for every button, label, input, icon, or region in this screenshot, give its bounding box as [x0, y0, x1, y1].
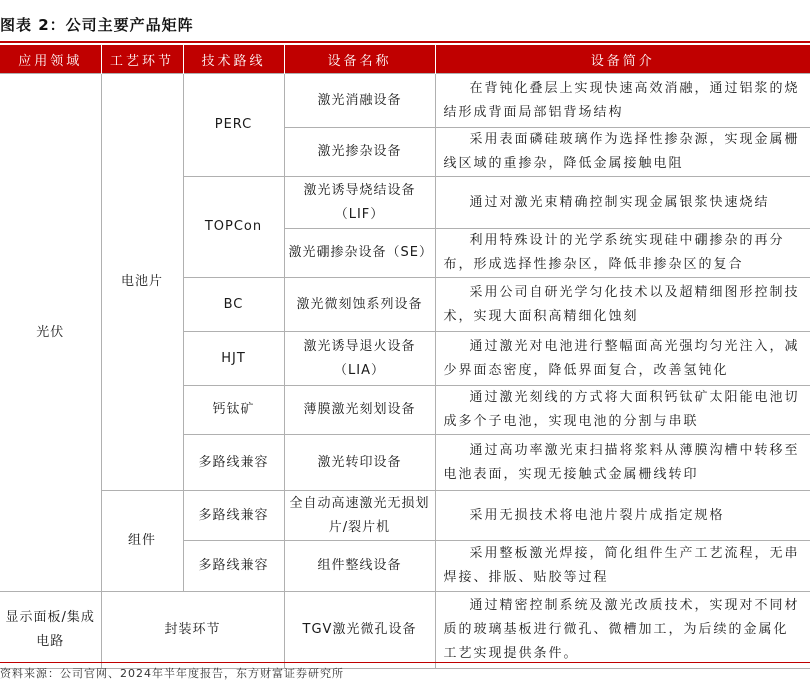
device-desc-cell: 采用表面磷硅玻璃作为选择性掺杂源，实现金属栅线区域的重掺杂，降低金属接触电阻 — [435, 128, 810, 177]
device-name-cell: 激光消融设备 — [284, 74, 435, 128]
field-cell-display-ic: 显示面板/集成电路 — [0, 592, 101, 669]
table-row — [0, 592, 810, 669]
device-desc-cell: 利用特殊设计的光学系统实现硅中硼掺杂的再分布，形成选择性掺杂区，降低非掺杂区的复合 — [435, 229, 810, 278]
tech-cell-topcon: TOPCon — [183, 177, 284, 278]
device-name-cell: 激光诱导退火设备（LIA） — [284, 332, 435, 386]
tech-cell-multi: 多路线兼容 — [183, 491, 284, 541]
tech-cell-hjt: HJT — [183, 332, 284, 386]
field-cell-pv: 光伏 — [0, 74, 101, 592]
header-process: 工艺环节 — [101, 45, 183, 74]
tech-cell-perc: PERC — [183, 74, 284, 177]
device-desc-cell: 采用无损技术将电池片裂片成指定规格 — [435, 491, 810, 541]
device-desc-cell: 通过高功率激光束扫描将浆料从薄膜沟槽中转移至电池表面，实现无接触式金属栅线转印 — [435, 435, 810, 491]
header-device-desc: 设备简介 — [435, 45, 810, 74]
device-name-cell: 激光掺杂设备 — [284, 128, 435, 177]
tech-cell-bc: BC — [183, 278, 284, 332]
header-field: 应用领域 — [0, 45, 101, 74]
device-desc-cell: 采用公司自研光学匀化技术以及超精细图形控制技术，实现大面积高精细化蚀刻 — [435, 278, 810, 332]
tech-cell-multi: 多路线兼容 — [183, 541, 284, 592]
device-desc-cell: 在背钝化叠层上实现快速高效消融，通过铝浆的烧结形成背面局部铝背场结构 — [435, 74, 810, 128]
device-name-cell: 激光微刻蚀系列设备 — [284, 278, 435, 332]
device-desc-cell: 通过精密控制系统及激光改质技术，实现对不同材质的玻璃基板进行微孔、微槽加工，为后续的金属化工艺实现提供条件。 — [435, 592, 810, 669]
source-note: 资料来源：公司官网、2024年半年度报告，东方财富证券研究所 — [0, 667, 344, 680]
device-desc-cell: 通过激光对电池进行整幅面高光强均匀光注入，减少界面态密度，降低界面复合，改善氢钝化 — [435, 332, 810, 386]
table-row — [0, 74, 810, 128]
process-cell-battery: 电池片 — [101, 74, 183, 491]
device-desc-cell: 通过对激光束精确控制实现金属银浆快速烧结 — [435, 177, 810, 229]
product-matrix-table — [0, 45, 810, 669]
bottom-rule — [0, 662, 810, 663]
header-device-name: 设备名称 — [284, 45, 435, 74]
table-row — [0, 491, 810, 541]
device-name-cell: TGV激光微孔设备 — [284, 592, 435, 669]
device-name-cell: 薄膜激光刻划设备 — [284, 386, 435, 435]
device-name-cell: 激光硼掺杂设备（SE） — [284, 229, 435, 278]
tech-cell-multi: 多路线兼容 — [183, 435, 284, 491]
figure-title: 图表 2：公司主要产品矩阵 — [0, 16, 194, 34]
tech-cell-perovskite: 钙钛矿 — [183, 386, 284, 435]
table-header-row — [0, 45, 810, 74]
device-name-cell: 激光转印设备 — [284, 435, 435, 491]
process-cell-module: 组件 — [101, 491, 183, 592]
device-name-cell: 激光诱导烧结设备（LIF） — [284, 177, 435, 229]
device-desc-cell: 采用整板激光焊接，简化组件生产工艺流程，无串焊接、排版、贴胶等过程 — [435, 541, 810, 592]
device-desc-cell: 通过激光刻线的方式将大面积钙钛矿太阳能电池切成多个子电池，实现电池的分割与串联 — [435, 386, 810, 435]
device-name-cell: 全自动高速激光无损划片/裂片机 — [284, 491, 435, 541]
title-rule — [0, 41, 810, 43]
device-name-cell: 组件整线设备 — [284, 541, 435, 592]
header-tech-route: 技术路线 — [183, 45, 284, 74]
process-cell-package: 封装环节 — [101, 592, 284, 669]
